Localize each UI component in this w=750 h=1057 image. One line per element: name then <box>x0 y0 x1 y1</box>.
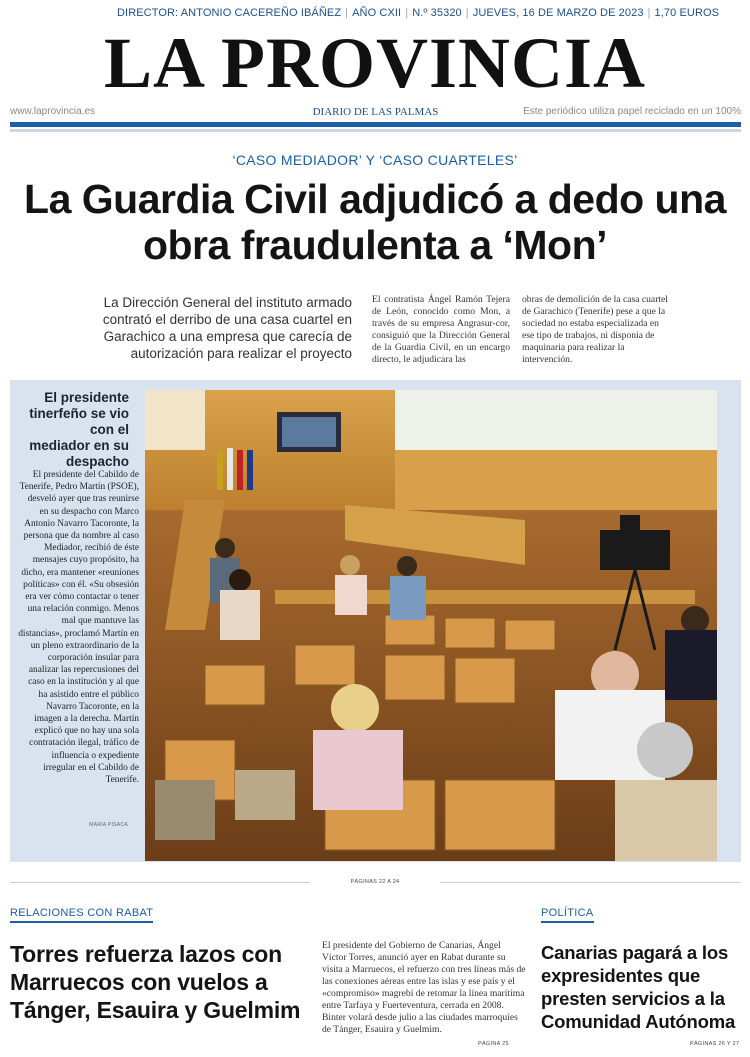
rabat-headline[interactable]: Torres refuerza lazos con Marruecos con vuelos a Tánger, Esauira y Guelmim <box>10 941 301 1023</box>
year-label: AÑO CXII <box>352 7 402 19</box>
masthead-rule-secondary <box>10 129 741 132</box>
section-tag-politica[interactable]: POLÍTICA <box>541 907 594 923</box>
section-divider-right <box>440 882 741 883</box>
website-link[interactable]: www.laprovincia.es <box>10 106 96 117</box>
masthead-info-line: DIRECTOR: ANTONIO CACEREÑO IBÁÑEZ | AÑO CXII | N.º 35320 | JUEVES, 16 DE MARZO DE 2023 | 1,70 EUROS <box>117 7 720 19</box>
photo-feature-title[interactable]: El presidente tinerfeño se vio con el mediador en su despacho <box>29 390 129 469</box>
newspaper-logo: LA PROVINCIA <box>103 23 647 103</box>
plenary-session-photo[interactable] <box>145 390 717 861</box>
plenary-session-illustration <box>145 390 717 861</box>
expresidentes-pages: PÁGINAS 26 Y 27 <box>690 1041 740 1047</box>
rabat-brief: El presidente del Gobierno de Canarias, Ángel Víctor Torres, anunció ayer en Rabat durante su visita a Marruecos, el refuerzo con tres líneas más de las conexiones aéreas entre las islas y ese país y el «compromiso» magrebí de retomar la línea marítima entre Tarfaya y Fuerteventura, cerrada en 2008. Binter volará desde julio a las ciudades marroquíes de Tánger, Esauira y Guelmim. <box>322 940 526 1035</box>
photo-feature-body: El presidente del Cabildo de Tenerife, Pedro Martín (PSOE), desveló ayer que tras reunirse en su despacho con Marco Antonio Navarro Tacoronte, la persona que da nombre al caso Mediador, recibió de éste mensajes cuyo propósito, ha dicho, era mantener «reuniones políticas» con él. «Su obsesión era ver cómo contactar o tener una relación conmigo. Menos mal que mantuve las distancias», proclamó Martín en un pleno extraordinario de la corporación insular para analizar las repercusiones del caso en la institución y al que ha asistido entre el público Navarro Tacoronte, en la imagen a la derecha. Martín explicó que no hay una sola contratación ilegal, tráfico de influencia o expediente irregular en el Cabildo de Tenerife. <box>18 470 139 786</box>
rabat-pages: PÁGINA 25 <box>478 1041 509 1047</box>
section-tag-rabat[interactable]: RELACIONES CON RABAT <box>10 907 153 923</box>
newspaper-subtitle: DIARIO DE LAS PALMAS <box>312 106 439 118</box>
photo-credit: MARÍA PISACA <box>89 822 128 828</box>
masthead-rule <box>10 122 741 127</box>
lead-headline[interactable]: La Guardia Civil adjudicó a dedo una obra fraudulenta a ‘Mon’ <box>24 176 726 268</box>
expresidentes-headline[interactable]: Canarias pagará a los expresidentes que presten servicios a la Comunidad Autónoma <box>541 942 736 1032</box>
price: 1,70 EUROS <box>654 7 720 19</box>
recycled-paper-note: Este periódico utiliza papel reciclado en un 100% <box>523 106 741 117</box>
director-line: DIRECTOR: ANTONIO CACEREÑO IBÁÑEZ <box>117 7 342 19</box>
lead-body-col-1: El contratista Ángel Ramón Tejera de León, conocido como Mon, a través de su empresa Angrasur-cor, consiguió que la Dirección General de la Guardia Civil, en un encargo directo, le adjudicara las <box>372 294 510 365</box>
lead-deck: La Dirección General del instituto armado contrató el derribo de una casa cuartel en Garachico a una empresa que carecía de autorización para realizar el proyecto <box>102 295 352 361</box>
photo-feature-pages: PÁGINAS 22 A 24 <box>350 879 400 885</box>
masthead-subrow <box>10 106 741 120</box>
issue-number: N.º 35320 <box>412 7 462 19</box>
lead-body-col-2: obras de demolición de la casa cuartel de Garachico (Tenerife) pese a que la sociedad no estaba especializada en ese tipo de trabajos, ni disponía de maquinaria para realizar la intervención. <box>522 294 668 365</box>
issue-date: JUEVES, 16 DE MARZO DE 2023 <box>472 7 644 19</box>
lead-kicker: ‘CASO MEDIADOR’ Y ‘CASO CUARTELES’ <box>232 152 518 168</box>
